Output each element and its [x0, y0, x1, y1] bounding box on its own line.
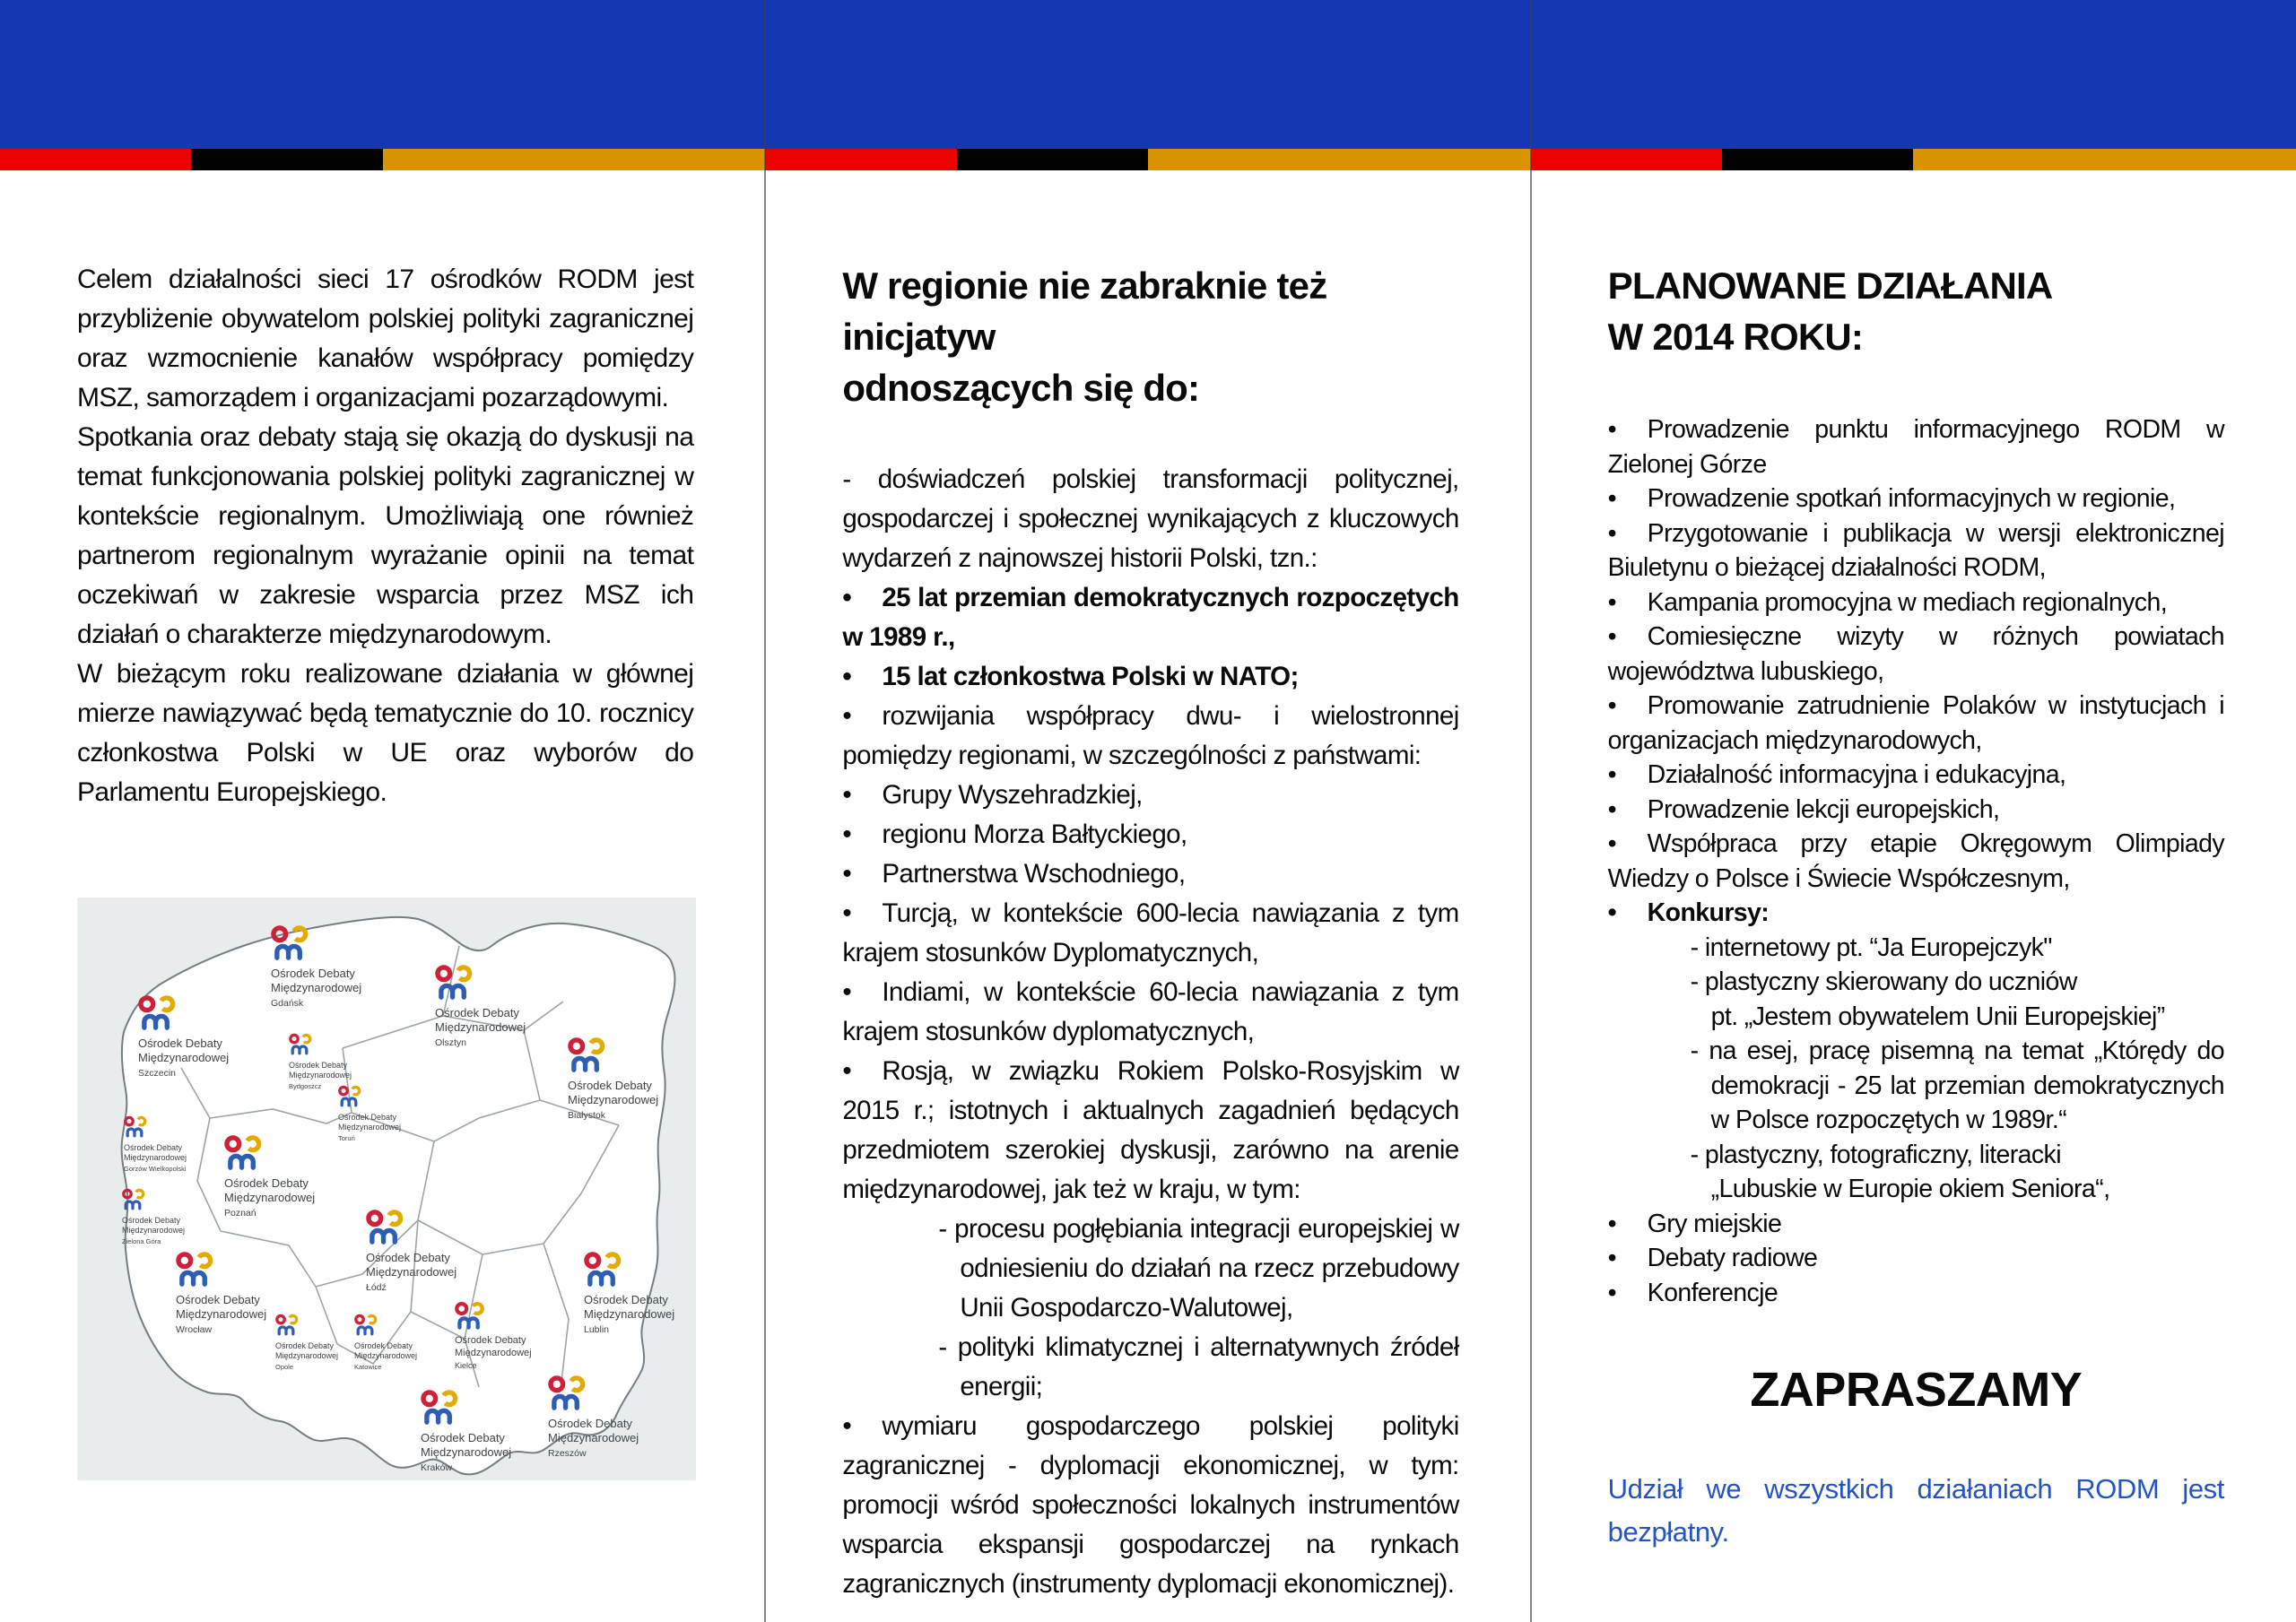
- marker-label-line1: Ośrodek Debaty: [275, 1340, 335, 1350]
- marker-label-line1: Ośrodek Debaty: [548, 1417, 632, 1431]
- rodm-logo-icon: [568, 1037, 607, 1074]
- right-heading: [1608, 260, 2224, 362]
- bullet-marker: •: [1607, 794, 1617, 824]
- bullet-marker: •: [1607, 518, 1617, 548]
- marker-label-line1: Ośrodek Debaty: [138, 1037, 222, 1051]
- marker-city: Białystok: [568, 1110, 606, 1122]
- marker-label-line2: Międzynarodowej: [354, 1350, 418, 1360]
- free-participation-note: Udział we wszystkich działaniach RODM jest bezpłatny.: [1607, 1473, 2224, 1548]
- stripe-red: [0, 149, 191, 170]
- list-item: - doświadczeń polskiej transformacji politycznej, gospodarczej i społecznej wynikających z kluczowych wydarzeń z najnowszej historii Polski, tzn.:: [842, 464, 1459, 573]
- bullet-marker: •: [1607, 484, 1617, 513]
- map-marker: [548, 1375, 639, 1459]
- middle-list: [842, 460, 1458, 1604]
- panel-left: [0, 170, 765, 1622]
- marker-city: Zielona Góra: [122, 1236, 161, 1245]
- sub-list-item: - na esej, pracę pisemną na temat „Którędy do demokracji - 25 lat przemian demokratycznych w Polsce rozpoczętych w 1989r.“: [1690, 1037, 2224, 1134]
- rodm-logo-icon: [289, 1033, 313, 1056]
- sub-list-item: - polityki klimatycznej i alternatywnych źródeł energii;: [938, 1332, 1459, 1401]
- map-marker: [124, 1115, 187, 1173]
- rodm-logo-icon: [421, 1389, 460, 1427]
- map-marker: [584, 1251, 674, 1335]
- marker-label-line2: Międzynarodowej: [224, 1191, 316, 1205]
- stripe-black: [957, 149, 1148, 170]
- rodm-logo-icon: [548, 1375, 587, 1412]
- middle-heading-line1: W regionie nie zabraknie też inicjatyw: [842, 265, 1327, 358]
- list-item: • Konkursy:: [1608, 896, 2224, 931]
- map-marker: [421, 1389, 511, 1473]
- marker-city: Szczecin: [138, 1068, 177, 1080]
- marker-city: Poznań: [224, 1208, 257, 1219]
- sub-list-item: „Lubuskie w Europie okiem Seniora“,: [1710, 1175, 2110, 1203]
- marker-label-line1: Ośrodek Debaty: [366, 1251, 450, 1265]
- stripe-red: [1531, 149, 1722, 170]
- map-marker: [455, 1301, 532, 1370]
- marker-label-line1: Ośrodek Debaty: [124, 1142, 183, 1152]
- right-heading-line2: W 2014 ROKU:: [1607, 316, 1864, 358]
- marker-label-line2: Międzynarodowej: [176, 1307, 267, 1322]
- paragraph: Spotkania oraz debaty stają się okazją do dyskusji na temat funkcjonowania polskiej polityki zagranicznej w kontekście regionalnym. Umożliwiają one również partnerom regionalnym wyrażanie opinii na temat oczekiwań w zakresie wsparcia przez MSZ ich działań o charakterze międzynarodowym.: [77, 422, 694, 649]
- marker-label-line1: Ośrodek Debaty: [584, 1293, 668, 1307]
- bullet-marker: •: [1607, 587, 1617, 617]
- map-marker: [122, 1188, 185, 1245]
- sub-list-item: - plastyczny, fotograficzny, literacki: [1690, 1140, 2061, 1169]
- rodm-logo-icon: [124, 1115, 148, 1139]
- header-band: [0, 0, 2296, 149]
- rodm-logo-icon: [176, 1251, 215, 1288]
- marker-label-line2: Międzynarodowej: [455, 1347, 532, 1358]
- map-marker: [568, 1037, 658, 1121]
- list-item: • Gry miejskie: [1608, 1207, 2224, 1242]
- marker-city: Wrocław: [176, 1324, 213, 1336]
- list-item: • Comiesięczne wizyty w różnych powiatach województwa lubuskiego,: [1608, 620, 2224, 689]
- right-heading-line1: PLANOWANE DZIAŁANIA: [1607, 265, 2053, 307]
- bullet-marker: •: [1607, 415, 1617, 444]
- rodm-logo-icon: [122, 1188, 146, 1211]
- bullet-marker: •: [842, 701, 852, 731]
- marker-city: Bydgoszcz: [289, 1081, 322, 1090]
- marker-city: Gdańsk: [271, 998, 304, 1010]
- rodm-logo-icon: [138, 994, 178, 1032]
- rodm-logo-icon: [354, 1314, 378, 1337]
- flag-stripe-panel: [0, 149, 765, 170]
- list-item: • Grupy Wyszehradzkiej,: [842, 776, 1458, 815]
- list-item: • Rosją, w związku Rokiem Polsko-Rosyjskim w 2015 r.; istotnych i aktualnych zagadnień będących przedmiotem szerokiej dyskusji, zarówno na arenie międzynarodowej, jak też w kraju, w tym:: [842, 1052, 1458, 1210]
- bullet-marker: •: [842, 1411, 852, 1441]
- bullet-marker: •: [1607, 691, 1617, 720]
- panel-right: [1531, 170, 2296, 1622]
- list-item: • Debaty radiowe: [1608, 1241, 2224, 1276]
- rodm-logo-icon: [455, 1301, 486, 1331]
- marker-label-line1: Ośrodek Debaty: [568, 1079, 652, 1093]
- panel-middle: [765, 170, 1530, 1622]
- flag-stripe-panel: [765, 149, 1530, 170]
- paragraph: Celem działalności sieci 17 ośrodków RODM jest przybliżenie obywatelom polskiej polityki zagranicznej oraz wzmocnienie kanałów współpracy pomiędzy MSZ, samorządem i organizacjami pozarządowymi.: [77, 265, 694, 412]
- bullet-marker: •: [1607, 760, 1617, 789]
- marker-city: Kielce: [455, 1361, 477, 1371]
- list-item: • Współpraca przy etapie Okręgowym Olimpiady Wiedzy o Polsce i Świecie Współczesnym,: [1608, 827, 2224, 896]
- map-marker: [224, 1134, 315, 1219]
- stripe-black: [1722, 149, 1913, 170]
- list-item: • rozwijania współpracy dwu- i wielostronnej pomiędzy regionami, w szczególności z państwami:: [842, 697, 1458, 776]
- list-item: • Konferencje: [1608, 1276, 2224, 1311]
- marker-label-line2: Międzynarodowej: [568, 1093, 659, 1107]
- fold-divider: [1530, 0, 1532, 1622]
- marker-label-line2: Międzynarodowej: [548, 1431, 639, 1445]
- marker-label-line1: Ośrodek Debaty: [354, 1340, 413, 1350]
- sub-list-item: - plastyczny skierowany do uczniów: [1690, 967, 2077, 996]
- marker-city: Kraków: [421, 1462, 453, 1474]
- bullet-marker: •: [1607, 898, 1617, 927]
- list-item: • Prowadzenie punktu informacyjnego RODM w Zielonej Górze: [1608, 412, 2224, 481]
- marker-label-line2: Międzynarodowej: [122, 1225, 186, 1235]
- rodm-logo-icon: [435, 964, 474, 1002]
- bullet-marker: •: [842, 780, 852, 810]
- marker-label-line1: Ośrodek Debaty: [421, 1431, 505, 1445]
- marker-label-line2: Międzynarodowej: [338, 1122, 402, 1132]
- map-marker: [275, 1314, 338, 1371]
- intro-text: [77, 260, 693, 812]
- rodm-logo-icon: [271, 924, 310, 962]
- marker-label-line2: Międzynarodowej: [289, 1070, 352, 1080]
- marker-label-line2: Międzynarodowej: [421, 1445, 512, 1460]
- middle-heading-line2: odnoszących się do:: [842, 367, 1200, 409]
- stripe-gold: [1913, 149, 2296, 170]
- paragraph: W bieżącym roku realizowane działania w głównej mierze nawiązywać będą tematycznie do 10. rocznicy członkostwa Polski w UE oraz wyborów do Parlamentu Europejskiego.: [77, 659, 694, 807]
- map-marker: [435, 964, 526, 1048]
- marker-label-line2: Międzynarodowej: [584, 1307, 675, 1322]
- bullet-marker: •: [1607, 1244, 1617, 1272]
- fold-divider: [764, 0, 766, 1622]
- bullet-marker: •: [1607, 622, 1617, 651]
- stripe-gold: [1148, 149, 1531, 170]
- stripe-red: [765, 149, 956, 170]
- flag-stripe-panel: [1531, 149, 2296, 170]
- invitation-title: ZAPRASZAMY: [1750, 1363, 2083, 1417]
- list-item: • Turcją, w kontekście 600-lecia nawiązania z tym krajem stosunków Dyplomatycznych,: [842, 894, 1458, 973]
- bullet-marker: •: [1607, 1278, 1617, 1307]
- list-item: • Partnerstwa Wschodniego,: [842, 854, 1458, 894]
- flag-stripes: [0, 149, 2296, 170]
- list-item: • Prowadzenie lekcji europejskich,: [1608, 793, 2224, 828]
- sub-list-item: - procesu pogłębiania integracji europejskiej w odniesieniu do działań na rzecz przebudowy Unii Gospodarczo-Walutowej,: [938, 1214, 1459, 1323]
- marker-city: Katowice: [354, 1362, 382, 1371]
- stripe-gold: [383, 149, 766, 170]
- marker-city: Łódź: [366, 1282, 387, 1294]
- content-columns: [0, 170, 2296, 1622]
- marker-city: Lublin: [584, 1324, 610, 1336]
- marker-label-line1: Ośrodek Debaty: [122, 1215, 181, 1225]
- marker-city: Toruń: [338, 1133, 355, 1142]
- marker-label-line1: Ośrodek Debaty: [455, 1335, 526, 1347]
- rodm-logo-icon: [275, 1314, 300, 1337]
- map-marker: [271, 924, 361, 1009]
- marker-city: Opole: [275, 1362, 294, 1371]
- map-marker: [176, 1251, 266, 1335]
- list-item: • wymiaru gospodarczego polskiej polityki zagranicznej - dyplomacji ekonomicznej, w tym: promocji wśród społeczności lokalnych instrumentów wsparcia ekspansji gospodarczej na rynkach zagranicznych (instrumenty dyplomacji ekonomicznej).: [842, 1407, 1458, 1604]
- marker-label-line1: Ośrodek Debaty: [289, 1060, 348, 1070]
- map-marker: [289, 1033, 352, 1090]
- bullet-marker: •: [1607, 829, 1617, 858]
- list-item: • Kampania promocyjna w mediach regionalnych,: [1608, 585, 2224, 620]
- bullet-marker: •: [842, 662, 852, 691]
- marker-label-line1: Ośrodek Debaty: [338, 1112, 397, 1122]
- bullet-marker: •: [842, 977, 852, 1007]
- list-item: • Promowanie zatrudnienie Polaków w instytucjach i organizacjach międzynarodowych,: [1608, 689, 2224, 758]
- rodm-logo-icon: [366, 1209, 405, 1246]
- map-marker: [138, 994, 229, 1079]
- marker-label-line1: Ośrodek Debaty: [224, 1176, 309, 1191]
- list-item: • Działalność informacyjna i edukacyjna,: [1608, 758, 2224, 793]
- planned-actions-list: [1608, 412, 2224, 1310]
- bullet-marker: •: [1607, 1209, 1617, 1238]
- rodm-logo-icon: [338, 1085, 362, 1108]
- marker-city: Gorzów Wielkopolski: [124, 1164, 187, 1173]
- poland-map: [77, 898, 696, 1480]
- list-item: • 15 lat członkostwa Polski w NATO;: [842, 657, 1458, 697]
- marker-city: Rzeszów: [548, 1448, 587, 1460]
- bullet-marker: •: [842, 583, 852, 612]
- list-item: • Przygotowanie i publikacja w wersji elektronicznej Biuletynu o bieżącej działalności RODM,: [1608, 516, 2224, 585]
- bullet-marker: •: [842, 898, 852, 928]
- sub-list-item: - internetowy pt. “Ja Europejczyk": [1690, 932, 2052, 962]
- marker-label-line1: Ośrodek Debaty: [435, 1006, 519, 1020]
- middle-heading: [842, 260, 1458, 413]
- list-item: • 25 lat przemian demokratycznych rozpoczętych w 1989 r.,: [842, 578, 1458, 657]
- marker-city: Olsztyn: [435, 1037, 467, 1049]
- map-marker: [338, 1085, 401, 1142]
- list-item: • Indiami, w kontekście 60-lecia nawiązania z tym krajem stosunków dyplomatycznych,: [842, 973, 1458, 1052]
- marker-label-line2: Międzynarodowej: [366, 1265, 457, 1279]
- list-item: • Prowadzenie spotkań informacyjnych w regionie,: [1608, 481, 2224, 516]
- marker-label-line2: Międzynarodowej: [271, 981, 362, 995]
- marker-label-line2: Międzynarodowej: [124, 1152, 187, 1162]
- stripe-black: [191, 149, 382, 170]
- sub-list-item: pt. „Jestem obywatelem Unii Europejskiej”: [1710, 1002, 2165, 1031]
- marker-label-line2: Międzynarodowej: [275, 1350, 339, 1360]
- bullet-marker: •: [842, 1056, 852, 1086]
- map-marker: [366, 1209, 457, 1293]
- marker-label-line2: Międzynarodowej: [435, 1020, 526, 1035]
- bullet-marker: •: [842, 859, 852, 889]
- bullet-marker: •: [842, 820, 852, 849]
- marker-label-line1: Ośrodek Debaty: [176, 1293, 260, 1307]
- marker-label-line1: Ośrodek Debaty: [271, 967, 355, 981]
- rodm-logo-icon: [224, 1134, 264, 1172]
- map-marker: [354, 1314, 417, 1371]
- marker-label-line2: Międzynarodowej: [138, 1051, 230, 1065]
- rodm-logo-icon: [584, 1251, 623, 1288]
- list-item: • regionu Morza Bałtyckiego,: [842, 815, 1458, 854]
